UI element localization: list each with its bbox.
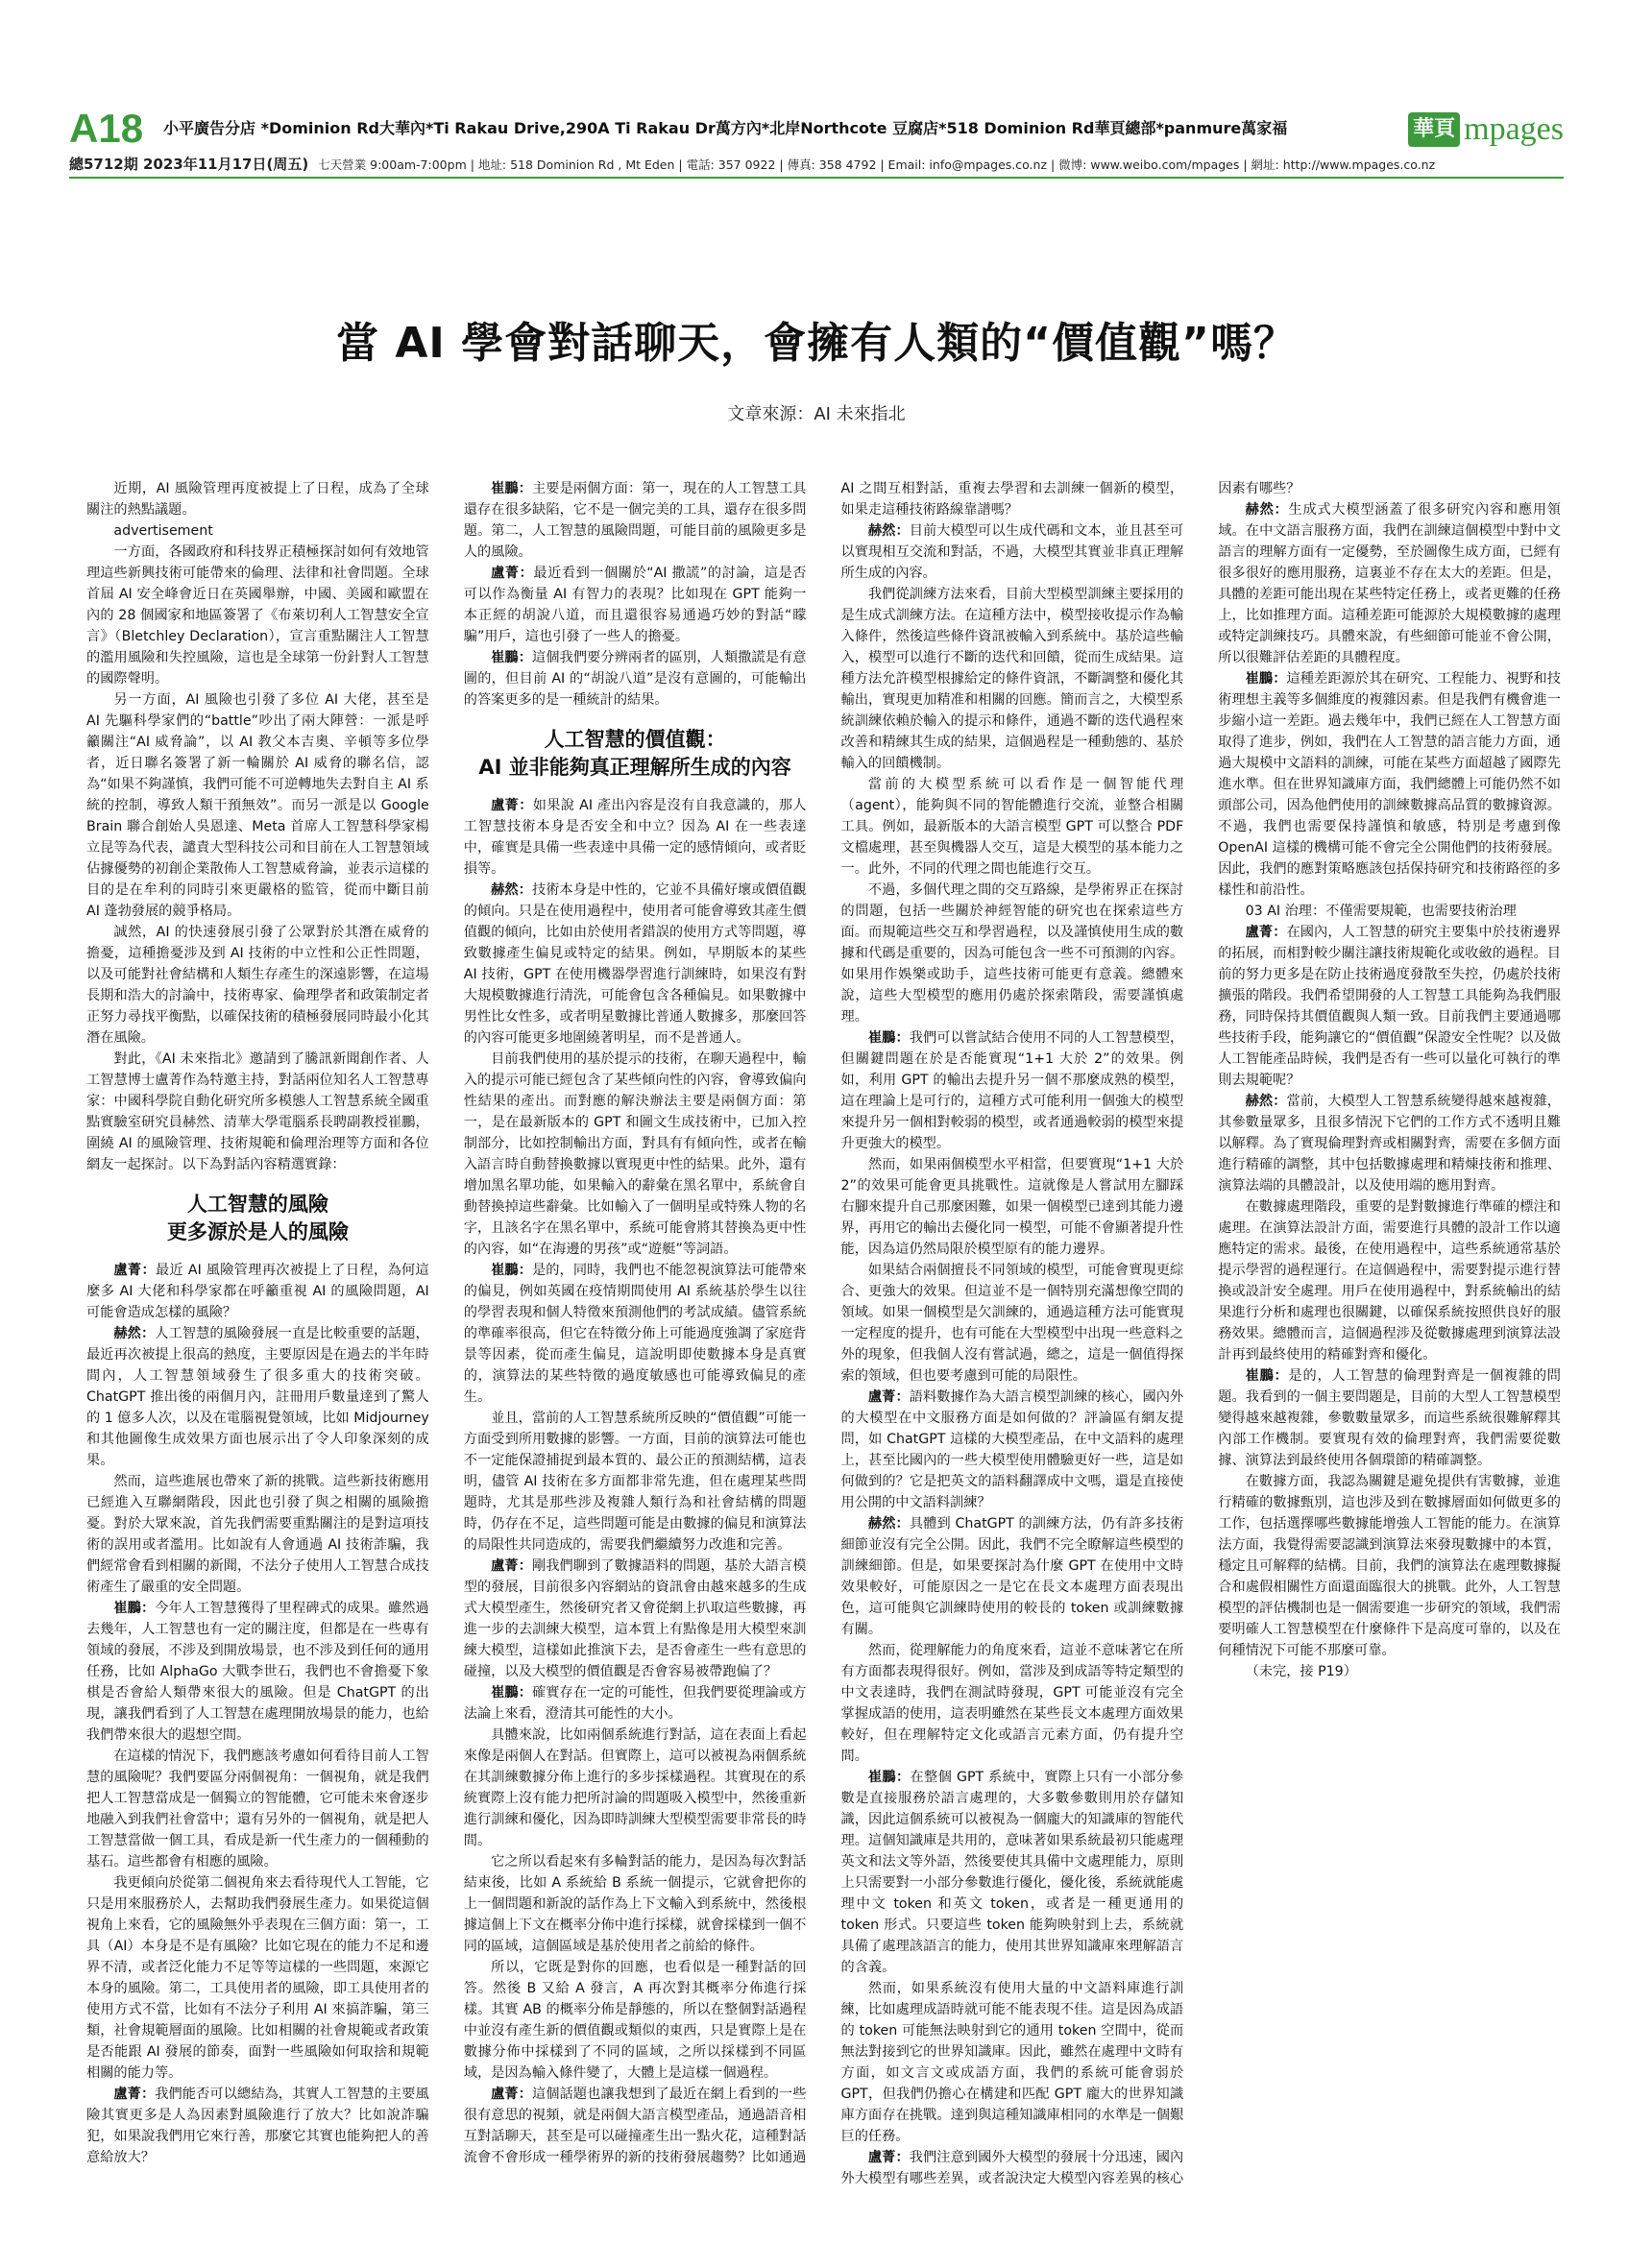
speaker-name: 赫然：	[1245, 502, 1289, 518]
article-paragraph: 我更傾向於從第二個視角來去看待現代人工智能，它只是用來服務於人，去幫助我們發展生產力。如果從這個視角上來看，它的風險無外乎表現在三個方面：第一，工具（AI）本身是不是有風險？比如它現在的能力不足和邊界不清，或者泛化能力不足等等這樣的一些問題，來源它本身的風險。第二，工具使用者的風險，即工具使用者的使用方式不當，比如有不法分子利用 AI 來搞詐騙，第三類，社會規範層面的風險。比如相關的社會規範或者政策是否能跟 AI 發展的節奏，面對一些風險如何取捨和規範相關的能力等。	[86, 1875, 429, 2081]
article-paragraph: 目前我們使用的基於提示的技術，在聊天過程中，輸入的提示可能已經包含了某些傾向性的內容，會導致偏向性結果的產出。而對應的解決辦法主要是兩個方面：第一，是在最新版本的 GPT 和圖文生成技術中，已加入控制部分，比如控制輸出方面，對具有有傾向性，或者在輸入語言時自動替換數據以實現更中性的結果。此外，還有增加黑名單功能，如果輸入的辭彙在黑名單中，系統會自動替換掉這些辭彙。比如輸入了一個明星或特殊人物的名字，且該名字在黑名單中，系統可能會將其替換為更中性的內容，如“在海邊的男孩”或“遊艇”等詞語。	[463, 1051, 807, 1257]
article-paragraph: 崔鵬：這種差距源於其在研究、工程能力、視野和技術理想主義等多個維度的複雜因素。但是我們有機會進一步縮小這一差距。過去幾年中，我們已經在人工智慧方面取得了進步，例如，我們在人工智慧的語言能力方面，通過大規模中文語料的訓練，可能在某些方面超越了國際先進水準。但在世界知識庫方面，我們總體上可能仍然不如頭部公司，因為他們使用的訓練數據高品質的數據資源。不過，我們也需要保持謹慎和敏感，特別是考慮到像 OpenAI 這樣的機構可能不會完全公開他們的技術發展。因此，我們的應對策略應該包括保持研究和技術路徑的多樣性和前沿性。	[1218, 671, 1561, 898]
article-paragraph: 它之所以看起來有多輪對話的能力，是因為每次對話結束後，比如 A 系統給 B 系統一個提示，它就會把你的上一個問題和新說的話作為上下文輸入到系統中，然後根據這個上下文在概率分佈中進行採樣，就會採樣到一個不同的區域，這個區域是基於使用者之前給的條件。	[463, 1854, 807, 1954]
store-list: 小平廣告分店 *Dominion Rd大華內*Ti Rakau Drive,290A Ti Rakau Dr萬方內*北岸Northcote 豆腐店*518 Dominion Rd華頁總部*panmure萬家福	[163, 119, 1288, 137]
speaker-name: 盧菁：	[113, 1263, 156, 1278]
speaker-name: 盧菁：	[491, 566, 534, 581]
article-paragraph: 誠然，AI 的快速發展引發了公眾對於其潛在威脅的擔憂，這種擔憂涉及到 AI 技術的中立性和公正性問題，以及可能對社會結構和人類生存產生的深遠影響，在這場長期和浩大的討論中，技術專家、倫理學者和政策制定者正努力尋找平衡點，以確保技術的積極發展同時最小化其潛在風險。	[86, 925, 429, 1046]
article-paragraph: 盧菁：我們注意到國外大模型的發展十分迅速，國內外大模型有哪些差異，或者說決定大模型內容差異的核心因素有哪些？	[840, 481, 1300, 2186]
article-paragraph: 崔鵬：在整個 GPT 系統中，實際上只有一小部分參數是直接服務於語言處理的，大多數參數則用於存儲知識，因此這個系統可以被視為一個龐大的知識庫的智能代理。這個知識庫是共用的，意味著如果系統最初只能處理英文和法文等外語，然後要使其具備中文處理能力，原則上只需要對一小部分參數進行優化，優化後，系統就能處理中文 token 和英文 token，或者是一種更通用的 token 形式。只要這些 token 能夠映射到上去，系統就具備了處理該語言的能力，使用其世界知識庫來理解語言的含義。	[840, 1770, 1184, 1975]
speaker-name: 赫然：	[1245, 1094, 1287, 1109]
speaker-name: 崔鵬：	[867, 1770, 911, 1785]
contact-info: 七天營業 9:00am-7:00pm | 地址: 518 Dominion Rd , Mt Eden | 電話: 357 0922 | 傳真: 358 4792 | Email: info@mpages.co.nz | 微博: www.weibo.com/mpages | 網址: http://www.mpages.co.nz	[318, 157, 1436, 172]
article-paragraph: 赫然：目前大模型可以生成代碼和文本，並且甚至可以實現相互交流和對話，不過，大模型其實並非真正理解所生成的內容。	[840, 523, 1184, 581]
article-paragraph: 赫然：技術本身是中性的，它並不具備好壞或價值觀的傾向。只是在使用過程中，使用者可能會導致其產生價值觀的傾向，比如由於使用者錯誤的使用方式等問題，導致數據產生偏見或特定的結果。例如，早期版本的某些 AI 技術，GPT 在使用機器學習進行訓練時，如果沒有對大規模數據進行清洗，可能會包含各種偏見。如果數據中男性比女性多，或者明星數據比普通人數據多，那麼回答的內容可能更多地圍繞著明星，而不是普通人。	[463, 882, 807, 1046]
article-paragraph: 崔鵬：主要是兩個方面：第一，現在的人工智慧工具還存在很多缺陷，它不是一個完美的工具，還存在很多問題。第二，人工智慧的風險問題，可能目前的風險更多是人的風險。	[463, 481, 807, 560]
speaker-name: 赫然：	[491, 882, 532, 898]
article-paragraph: （未完，接 P19）	[1245, 1664, 1357, 1679]
article-paragraph: 盧菁：最近看到一個關於“AI 撒謊”的討論，這是否可以作為衡量 AI 有智力的表現？比如現在 GPT 能夠一本正經的胡說八道，而且還很容易通過巧妙的對話“矇騙”用戶，這也引發了一些人的擔憂。	[463, 566, 807, 644]
article-paragraph: 如果結合兩個擅長不同領域的模型，可能會實現更綜合、更強大的效果。但這並不是一個特別充滿想像空間的領域。如果一個模型是欠訓練的，通過這種方法可能實現一定程度的提升，也有可能在大型模型中出現一些意料之外的現象，但我個人沒有嘗試過，總之，這是一個值得探索的領域，但也要考慮到可能的局限性。	[840, 1263, 1184, 1384]
article-paragraph: advertisement	[113, 523, 213, 539]
article-paragraph: 然而，如果兩個模型水平相當，但要實現“1+1 大於 2”的效果可能會更具挑戰性。這就像是人嘗試用左腳踩右腳來提升自己那麼困難，如果一個模型已達到其能力邊界，再用它的輸出去優化同一模型，可能不會顯著提升性能，因為這仍然局限於模型原有的能力邊界。	[840, 1157, 1184, 1257]
article-paragraph: 赫然：具體到 ChatGPT 的訓練方法，仍有許多技術細節並沒有完全公開。因此，我們不完全瞭解這些模型的訓練細節。但是，如果要探討為什麼 GPT 在使用中文時效果較好，可能原因之一是它在長文本處理方面表現出色，這可能與它訓練時使用的較長的 token 或訓練數據有關。	[840, 1516, 1184, 1637]
header-rule	[69, 177, 1564, 179]
article-paragraph: 盧菁：如果說 AI 產出內容是沒有自我意識的，那人工智慧技術本身是否安全和中立？因為 AI 在一些表達中，確實是具備一些表達中具備一定的感情傾向，或者貶損等。	[463, 798, 807, 877]
article-paragraph: 崔鵬：今年人工智慧獲得了里程碑式的成果。雖然過去幾年，人工智慧也有一定的關注度，但都是在一些專有領域的發展，不涉及到開放場景，也不涉及到任何的通用任務，比如 AlphaGo 大戰李世石，我們也不會擔憂下象棋是否會給人類帶來很大的風險。但是 ChatGPT 的出現，讓我們看到了人工智慧在處理開放場景的能力，也給我們帶來很大的遐想空間。	[86, 1601, 429, 1743]
info-line	[69, 156, 1564, 174]
article-paragraph: 赫然：生成式大模型涵蓋了很多研究內容和應用領域。在中文語言服務方面，我們在訓練這個模型中對中文語言的理解方面有一定優勢，至於圖像生成方面，已經有很多很好的應用服務，這裏並不存在太大的差距。但是，具體的差距可能出現在某些特定任務上，或者更難的任務上，比如推理方面。這種差距可能源於大規模數據的處理或特定訓練技巧。具體來說，有些細節可能並不會公開，所以很難評估差距的具體程度。	[1218, 502, 1561, 665]
article-paragraph: 另一方面，AI 風險也引發了多位 AI 大佬，甚至是 AI 先驅科學家們的“battle”吵出了兩大陣營：一派是呼籲關注“AI 威脅論”，以 AI 教父本吉奧、辛頓等多位學者，近日聯名簽署了新一輪關於 AI 威脅的聯名信，認為“如果不夠謹慎，我們可能不可逆轉地失去對自主 AI 系統的控制，導致人類干預無效”。而另一派是以 Google Brain 聯合創始人吳恩達、Meta 首席人工智慧科學家楊立昆等為代表，譴責大型科技公司和目前在人工智慧領域佔據優勢的初創企業散佈人工智慧威脅論，並表示這樣的目的是在牟利的同時引來更嚴格的監管，從而中斷目前 AI 蓬勃發展的競爭格局。	[86, 692, 429, 919]
section-heading	[86, 1191, 429, 1246]
speaker-name: 赫然：	[113, 1326, 156, 1341]
section-heading-line: 人工智慧的風險	[186, 1193, 328, 1216]
article-body	[86, 478, 1561, 2202]
article-paragraph: 崔鵬：這個我們要分辨兩者的區別，人類撒謊是有意圖的，但目前 AI 的“胡說八道”是沒有意圖的，可能輸出的答案更多的是一種統計的結果。	[463, 650, 807, 708]
article-paragraph: 當前的大模型系統可以看作是一個智能代理（agent），能夠與不同的智能體進行交流，並整合相關工具。例如，最新版本的大語言模型 GPT 可以整合 PDF 文檔處理，甚至與機器人交互，這是大模型的基本能力之一。此外，不同的代理之間也能進行交互。	[840, 777, 1184, 877]
masthead	[69, 108, 1564, 177]
article-paragraph: 盧菁：我們能否可以總結為，其實人工智慧的主要風險其實更多是人為因素對風險進行了放大？比如說詐騙犯，如果說我們用它來行善，那麼它其實也能夠把人的善意給放大？	[86, 2087, 429, 2165]
article-paragraph: 盧菁：最近 AI 風險管理再次被提上了日程，為何這麼多 AI 大佬和科學家都在呼籲重視 AI 的風險問題，AI 可能會造成怎樣的風險？	[86, 1263, 429, 1320]
speaker-name: 崔鵬：	[491, 1685, 532, 1701]
article-paragraph: 盧菁：在國內，人工智慧的研究主要集中於技術邊界的拓展，而相對較少關注讓技術規範化或收斂的過程。目前的努力更多是在防止技術過度發散至失控，仍處於技術擴張的階段。我們希望開發的人工智慧工具能夠為我們服務，同時保持其價值觀與人類一致。目前我們主要通過哪些技術手段，能夠讓它的“價值觀”保證安全性呢？以及做人工智能產品時候，我們是否有一些可以量化可執行的準則去規範呢？	[1218, 925, 1561, 1088]
article-paragraph: 在數據方面，我認為關鍵是避免提供有害數據，並進行精確的數據甄別，這也涉及到在數據層面如何做更多的工作，包括選擇哪些數據能增強人工智能的能力。在演算法方面，我覺得需要認識到演算法來發現數據中的本質，穩定且可解釋的結構。目前，我們的演算法在處理數據擬合和處假相關性方面還面臨很大的挑戰。此外，人工智慧模型的評估機制也是一個需要進一步研究的領域，我們需要明確人工智慧模型在什麼條件下是高度可靠的，以及在何種情況下可能不那麼可靠。	[1218, 1474, 1561, 1658]
speaker-name: 崔鵬：	[113, 1601, 156, 1616]
article-paragraph: 所以，它既是對你的回應，也看似是一種對話的回答。然後 B 又給 A 發言，A 再次對其概率分佈進行採樣。其實 AB 的概率分佈是靜態的，所以在整個對話過程中並沒有產生新的價值觀或類似的東西，只是實際上是在數據分佈中採樣到了不同的區域，之所以採樣到不同區域，是因為輸入條件變了，大體上是這樣一個過程。	[463, 1960, 807, 2081]
speaker-name: 崔鵬：	[1245, 671, 1287, 687]
speaker-name: 盧菁：	[491, 798, 533, 813]
speaker-name: 赫然：	[867, 1516, 910, 1532]
article-paragraph: 我們從訓練方法來看，目前大型模型訓練主要採用的是生成式訓練方法。在這種方法中，模型接收提示作為輸入條件，然後這些條件資訊被輸入到系統中。基於這些輸入，模型可以進行不斷的迭代和回饋，從而生成結果。這種方法允許模型根據給定的條件資訊，不斷調整和優化其輸出，實現更加精准和相關的回應。簡而言之，大模型系統訓練依賴於輸入的提示和條件，通過不斷的迭代過程來改善和精練其生成的結果，這個過程是一種動態的、基於輸入的回饋機制。	[840, 587, 1184, 771]
article-paragraph: 對此，《AI 未來指北》邀請到了騰訊新聞創作者、人工智慧博士盧菁作為特邀主持，對話兩位知名人工智慧專家：中國科學院自動化研究所多模態人工智慧系統全國重點實驗室研究員赫然、清華大學電腦系長聘副教授崔鵬，圍繞 AI 的風險管理、技術規範和倫理治理等方面和各位網友一起探討。以下為對話內容精選實錄：	[86, 1051, 429, 1172]
article-paragraph: 一方面，各國政府和科技界正積極探討如何有效地管理這些新興技術可能帶來的倫理、法律和社會問題。全球首屆 AI 安全峰會近日在英國舉辦，中國、美國和歐盟在內的 28 個國家和地區簽署了《布萊切利人工智慧安全宣言》（Bletchley Declaration），宣言重點關注人工智慧的濫用風險和失控風險，這也是全球第一份針對人工智慧的國際聲明。	[86, 544, 429, 687]
page-number: A18	[69, 106, 144, 151]
speaker-name: 盧菁：	[1245, 925, 1287, 940]
article-paragraph: 赫然：當前，大模型人工智慧系統變得越來越複雜，其參數量眾多，且很多情況下它們的工作方式不透明且難以解釋。為了實現倫理對齊或相關對齊，需要在多個方面進行精確的調整，其中包括數據處理和精煉技術和推理、演算法端的具體設計，以及使用端的應用對齊。	[1218, 1094, 1561, 1194]
section-heading	[464, 726, 807, 782]
article-paragraph: 在這樣的情況下，我們應該考慮如何看待目前人工智慧的風險呢？我們要區分兩個視角：一個視角，就是我們把人工智慧當成是一個獨立的智能體，它可能未來會逐步地融入到我們社會當中；還有另外的一個視角，就是把人工智慧當做一個工具，看成是新一代生產力的一個種動的基石。這些都會有相應的風險。	[86, 1749, 429, 1870]
article-paragraph: 盧菁：這個話題也讓我想到了最近在網上看到的一些很有意思的視頻，就是兩個大語言模型產品，通過語音相互對話聊天，甚至是可以碰撞產生出一點火花，這種對話流會不會形成一種學術界的新的技術發展趨勢？比如通過 AI 之間互相對話，重複去學習和去訓練一個新的模型，如果走這種技術路線靠譜嗎？	[463, 481, 1184, 2165]
article-paragraph: 然而，從理解能力的角度來看，這並不意味著它在所有方面都表現得很好。例如，當涉及到成語等特定類型的中文表達時，我們在測試時發現，GPT 可能並沒有完全掌握成語的使用，這表明雖然在某些長文本處理方面效果較好，但在理解特定文化或語言元素方面，仍有提升空間。	[840, 1643, 1184, 1764]
speaker-name: 盧菁：	[867, 2150, 910, 2165]
speaker-name: 崔鵬：	[491, 650, 532, 665]
section-heading-line: 人工智慧的價值觀：	[544, 728, 726, 751]
article-paragraph: 崔鵬：確實存在一定的可能性，但我們要從理論或方法論上來看，澄清其可能性的大小。	[463, 1685, 807, 1722]
speaker-name: 崔鵬：	[491, 481, 532, 496]
speaker-name: 赫然：	[867, 523, 910, 539]
mpages-logo	[1408, 109, 1564, 150]
article-paragraph: 盧菁：剛我們聊到了數據語料的問題，基於大語言模型的發展，目前很多內容網站的資訊會由越來越多的生成式大模型產生，然後研究者又會從網上扒取這些數據，再進一步的去訓練大模型，這本質上有點像是用大模型來訓練大模型，這樣如此推演下去，是否會產生一些有意思的碰撞，以及大模型的價值觀是否會容易被帶跑偏了？	[463, 1558, 807, 1679]
article-paragraph: 03 AI 治理：不僅需要規範，也需要技術治理	[1245, 904, 1517, 919]
article-paragraph: 在數據處理階段，重要的是對數據進行準確的標注和處理。在演算法設計方面，需要進行具體的設計工作以適應特定的需求。最後，在使用過程中，這些系統通常基於提示學習的過程運行。在這個過程中，需要對提示進行替換或設計安全處理。用戶在使用過程中，對系統輸出的結果進行分析和處理也很關鍵，以確保系統按照供良好的服務效果。總體而言，這個過程涉及從數據處理到演算法設計再到最終使用的精確對齊和優化。	[1218, 1199, 1561, 1363]
speaker-name: 盧菁：	[113, 2087, 156, 2102]
article-paragraph: 崔鵬：是的，同時，我們也不能忽視演算法可能帶來的偏見，例如英國在疫情期間使用 AI 系統基於學生以往的學習表現和個人特徵來預測他們的考試成績。儘管系統的準確率很高，但它在特徵分佈上可能過度強調了家庭背景等因素，從而產生偏見，這說明即使數據本身是真實的，演算法的某些特徵的過度敏感也可能導致偏見的產生。	[463, 1263, 807, 1405]
issue-date: 總5712期 2023年11月17日(周五)	[69, 156, 309, 173]
article-paragraph: 盧菁：語料數據作為大語言模型訓練的核心，國內外的大模型在中文服務方面是如何做的？評論區有網友提問，如 ChatGPT 這樣的大模型產品，在中文語料的處理上，甚至比國內的一些大模型使用體驗更好一些，這是如何做到的？它是把英文的語料翻譯成中文嗎，還是直接使用公開的中文語料訓練？	[840, 1389, 1184, 1510]
article-paragraph: 崔鵬：是的，人工智慧的倫理對齊是一個複雜的問題。我看到的一個主要問題是，目前的大型人工智慧模型變得越來越複雜，參數數量眾多，而這些系統很難解釋其內部工作機制。要實現有效的倫理對齊，我們需要從數據、演算法到最終使用各個環節的精確調整。	[1218, 1368, 1561, 1468]
article-title: 當 AI 學會對話聊天，會擁有人類的“價值觀”嗎？	[336, 319, 1297, 368]
speaker-name: 崔鵬：	[1245, 1368, 1289, 1384]
speaker-name: 崔鵬：	[491, 1263, 532, 1278]
article-paragraph: 近期，AI 風險管理再度被提上了日程，成為了全球關注的熱點議題。	[86, 481, 429, 518]
section-heading-line: 更多源於是人的風險	[166, 1220, 349, 1243]
article-paragraph: 崔鵬：我們可以嘗試結合使用不同的人工智慧模型，但關鍵問題在於是否能實現“1+1 大於 2”的效果。例如，利用 GPT 的輸出去提升另一個不那麼成熟的模型，這在理論上是可行的，這種方式可能利用一個強大的模型來提升另一個相對較弱的模型，或者通過較弱的模型來提升更強大的模型。	[840, 1030, 1184, 1151]
speaker-name: 盧菁：	[491, 2087, 532, 2102]
article-paragraph: 具體來說，比如兩個系統進行對話，這在表面上看起來像是兩個人在對話。但實際上，這可以被視為兩個系統在其訓練數據分佈上進行的多步採樣過程。其實現在的系統實際上沒有能力把所討論的問題吸入模型中，然後重新進行訓練和優化，因為即時訓練大型模型需要非常長的時間。	[463, 1727, 807, 1848]
article-paragraph: 不過，多個代理之間的交互路線，是學術界正在探討的問題，包括一些關於神經智能的研究也在探索這些方面。而規範這些交互和學習過程，以及謹慎使用生成的數據和代碼是重要的，因為可能包含一些不可預測的內容。如果用作娛樂或助手，這些技術可能更有意義。總體來說，這些大型模型的應用仍處於探索階段，需要謹慎處理。	[840, 882, 1184, 1025]
speaker-name: 盧菁：	[491, 1558, 532, 1574]
logo-text: mpages	[1464, 111, 1564, 147]
article-paragraph: 並且，當前的人工智慧系統所反映的“價值觀”可能一方面受到所用數據的影響。一方面，目前的演算法可能也不一定能保證捕捉到最本質的、最公正的預測結構，這表明，儘管 AI 技術在多方面都非常先進，但在處理某些問題時，尤其是那些涉及複雜人類行為和社會結構的問題時，仍存在不足，這些問題可能是由數據的偏見和演算法的局限性共同造成的，需要我們繼續努力改進和完善。	[463, 1411, 807, 1553]
article-paragraph: 赫然：人工智慧的風險發展一直是比較重要的話題，最近再次被提上很高的熱度，主要原因是在過去的半年時間內，人工智慧領域發生了很多重大的技術突破。ChatGPT 推出後的兩個月內，註冊用戶數量達到了驚人的 1 億多人次，以及在電腦視覺領域，比如 Midjourney 和其他圖像生成效果方面也展示出了令人印象深刻的成果。	[86, 1326, 429, 1468]
speaker-name: 崔鵬：	[867, 1030, 910, 1046]
article-paragraph: 然而，這些進展也帶來了新的挑戰。這些新技術應用已經進入互聯網階段，因此也引發了與之相關的風險擔憂。對於大眾來說，首先我們需要重點關注的是對這項技術的誤用或者濫用。比如說有人會通過 AI 技術詐騙，我們經常會看到相關的新聞，不法分子使用人工智慧合成技術產生了嚴重的安全問題。	[86, 1474, 429, 1595]
section-heading-line: AI 並非能夠真正理解所生成的內容	[478, 756, 791, 779]
article-source: 文章來源：AI 未來指北	[727, 404, 906, 424]
logo-mark: 華頁	[1408, 112, 1460, 147]
speaker-name: 盧菁：	[867, 1389, 910, 1405]
article-paragraph: 然而，如果系統沒有使用大量的中文語料庫進行訓練，比如處理成語時就可能不能表現不佳。這是因為成語的 token 可能無法映射到它的通用 token 空間中，從而無法對接到它的世界知識庫。因此，雖然在處理中文時有方面，如文言文或成語方面，我們的系統可能會弱於 GPT，但我們仍擔心在構建和匹配 GPT 龐大的世界知識庫方面存在挑戰。達到與這種知識庫相同的水準是一個艱巨的任務。	[840, 1981, 1184, 2144]
